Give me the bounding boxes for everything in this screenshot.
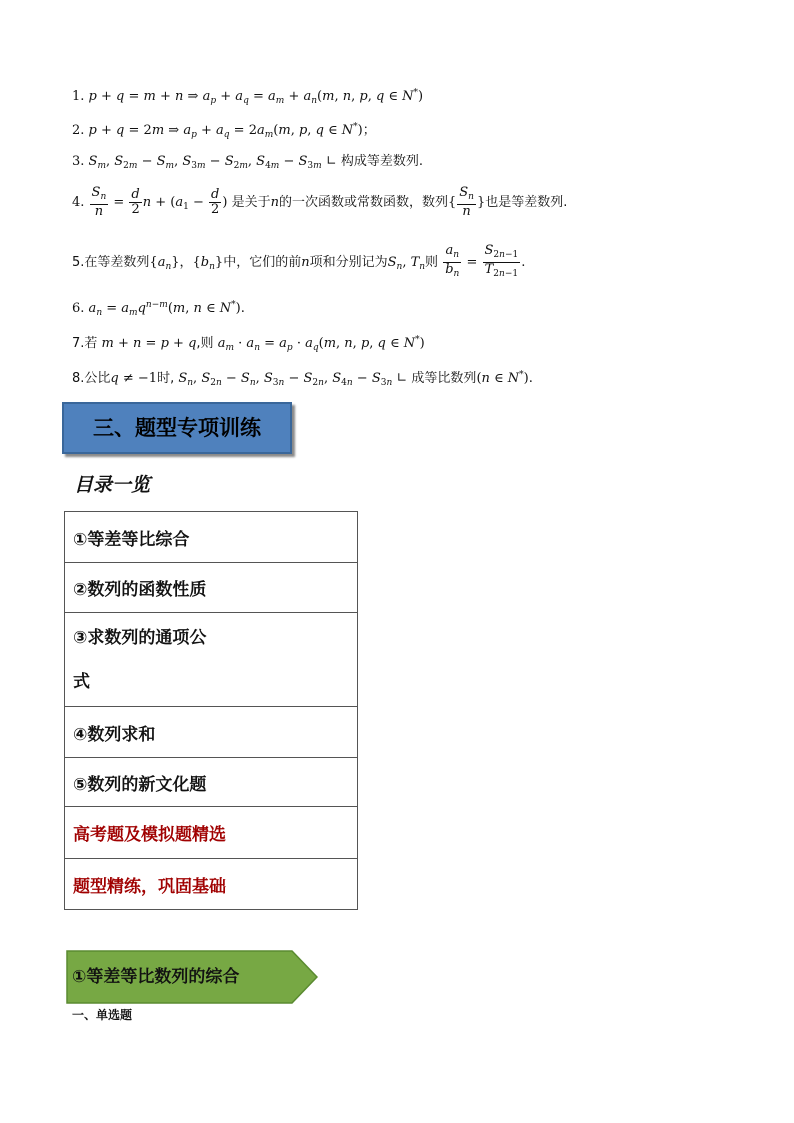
formula-6: 6. $a_n = a_mq^{n-m}(m$, n ∈ N*). [72,300,245,318]
formula-2: 2. p + q = 2m ⇒ $a_p + a_q = 2a_m(m$, p, q ∈ N*)； [72,122,376,140]
formula-1: 1. p + q = m + n ⇒ $a_p + a_q = a_m + a_n(m$, n, p, q ∈ N*) [72,88,424,106]
toc-row[interactable] [65,613,358,707]
toc-item-label[interactable]: ①等差等比综合 [65,512,358,563]
topic-tag-label: ①等差等比数列的综合 [72,967,240,987]
question-type-heading: 一、单选题 [72,1008,133,1022]
toc-item-label: ③求数列的通项公 [73,627,207,648]
toc-item-label-continued: 式 [73,671,90,692]
toc-title: 目录一览 [74,474,151,496]
toc-item-cell[interactable] [65,613,358,707]
toc-item-label[interactable]: ④数列求和 [65,707,358,758]
toc-item-label[interactable]: ⑤数列的新文化题 [65,758,358,807]
toc-table [64,511,358,910]
toc-row[interactable] [65,807,358,859]
toc-row[interactable] [65,512,358,563]
toc-row[interactable] [65,758,358,807]
formula-7: 7.若 m + n = p + q,则 $a_m \cdot a_n = a_p \cdot a_q(m$, n, p, q ∈ N*) [72,335,425,353]
toc-row[interactable] [65,859,358,910]
formula-4: 4. $\frac{S_n}{n}$ = $\frac{d}{2}$ $n + (a_1$ − $\frac{d}{2}$ ) 是关于n的一次函数或常数函数，数列{ $\frac{S_n}{n}$ }也是等差数列. [72,185,568,219]
formula-3: 3. $S_m$, $S_{2m} - S_m$, $S_{3m} - S_{2m}$, $S_{4m} - S_{3m}$ ∟ 构成等差数列. [72,154,424,171]
toc-item-label[interactable]: 高考题及模拟题精选 [65,807,358,859]
toc-row[interactable] [65,707,358,758]
toc-row[interactable] [65,563,358,613]
section-title: 三、题型专项训练 [62,402,292,454]
toc-item-label[interactable]: ②数列的函数性质 [65,563,358,613]
toc-item-label[interactable]: 题型精练，巩固基础 [65,859,358,910]
formula-8: 8.公比q ≠ −1时, $S_n$, $S_{2n} - S_n$, $S_{3n} - S_{2n}$, $S_{4n} - S_{3n}$ ∟ 成等比数列(n ∈ N*). [72,370,533,388]
formula-5: 5.在等差数列$\{a_n\}$，$\{b_n\}$中，它们的前n项和分别记为$S_n$, $T_n$则 $\frac{a_n}{b_n}$ = $\frac{S_{2n-1}}{T_{2n-1}}$ . [72,243,526,279]
